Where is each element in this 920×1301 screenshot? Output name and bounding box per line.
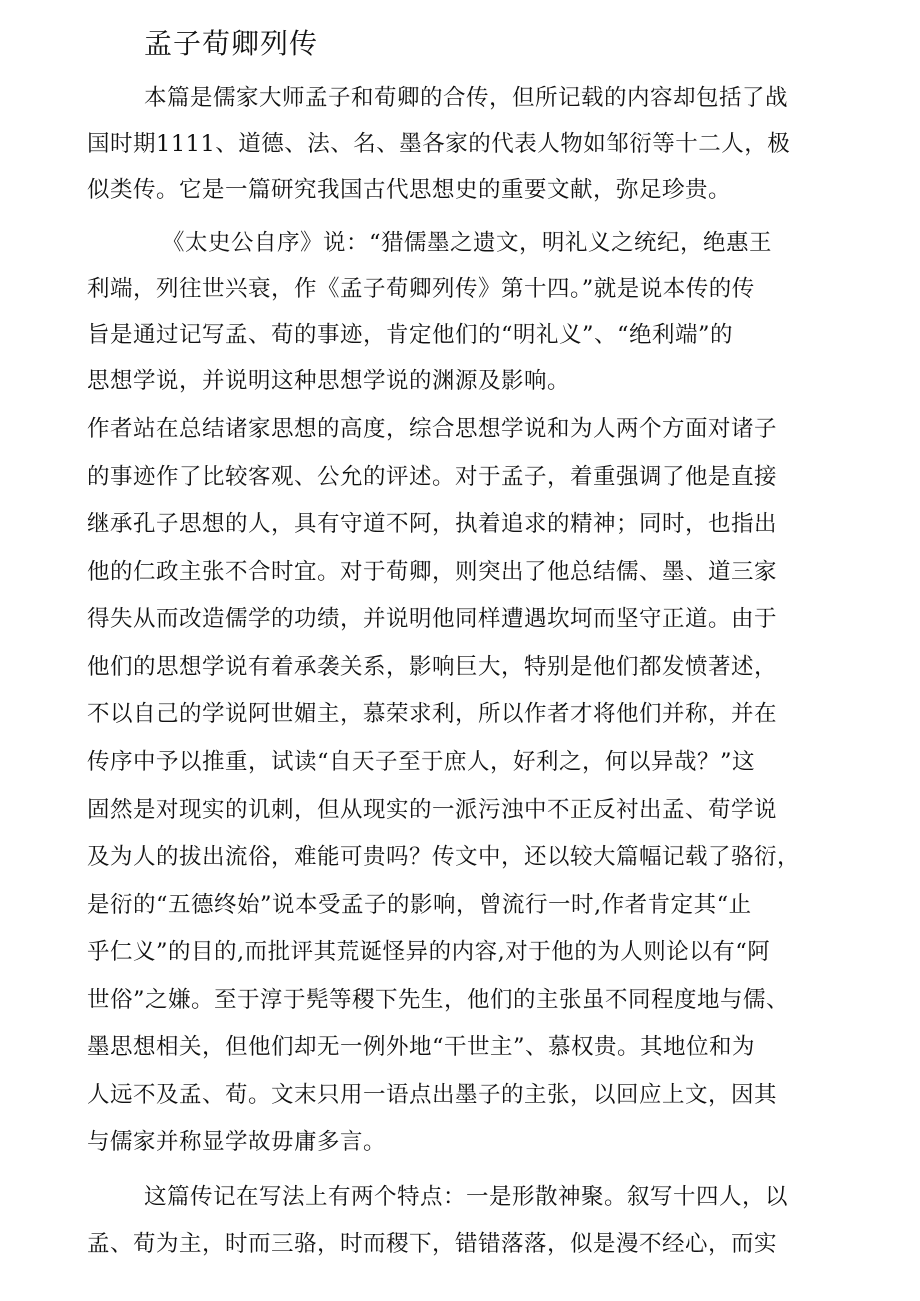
text-line: 本篇是儒家大师孟子和荀卿的合传，但所记载的内容却包括了战 (144, 85, 789, 111)
text-line: 国时期1111、道德、法、名、墨各家的代表人物如邹衍等十二人，极 (87, 131, 791, 157)
text-line: 得失从而改造儒学的功绩，并说明他同样遭遇坎坷而坚守正道。由于 (87, 606, 778, 632)
text-line: 《太史公自序》说：“猎儒墨之遗文，明礼义之统纪，绝惠王 (162, 230, 773, 256)
text-line: 乎仁义”的目的,而批评其荒诞怪异的内容,对于他的为人则论以有“阿 (87, 939, 771, 965)
text-line: 这篇传记在写法上有两个特点：一是形散神聚。叙写十四人，以 (144, 1184, 789, 1210)
text-line: 墨思想相关，但他们却无一例外地“干世主”、慕权贵。其地位和为 (87, 1034, 756, 1060)
text-line: 他们的思想学说有着承袭关系，影响巨大，特别是他们都发愤著述， (87, 654, 778, 680)
text-line: 人远不及孟、荀。文末只用一语点出墨子的主张，以回应上文，因其 (87, 1082, 778, 1108)
text-line: 孟、荀为主，时而三骆，时而稷下，错错落落，似是漫不经心，而实 (87, 1231, 778, 1257)
text-line: 是衍的“五德终始”说本受孟子的影响，曾流行一时,作者肯定其“止 (87, 892, 752, 918)
text-line: 世俗”之嫌。至于淳于髡等稷下先生，他们的主张虽不同程度地与儒、 (87, 987, 790, 1013)
text-line: 思想学说，并说明这种思想学说的渊源及影响。 (87, 368, 571, 394)
text-line: 及为人的拔出流俗，难能可贵吗？传文中，还以较大篇幅记载了骆衍， (87, 844, 801, 870)
text-line: 利端，列往世兴衰，作《孟子荀卿列传》第十四。”就是说本传的传 (87, 276, 755, 302)
text-line: 旨是通过记写孟、荀的事迹，肯定他们的“明礼义”、“绝利端”的 (87, 322, 734, 348)
text-line: 固然是对现实的讥刺，但从现实的一派污浊中不正反衬出孟、荀学说 (87, 797, 778, 823)
text-line: 他的仁政主张不合时宜。对于荀卿，则突出了他总结儒、墨、道三家 (87, 559, 778, 585)
text-line: 继承孔子思想的人，具有守道不阿，执着追求的精神；同时，也指出 (87, 511, 778, 537)
text-line: 与儒家并称显学故毋庸多言。 (87, 1129, 387, 1155)
page-title: 孟子荀卿列传 (144, 27, 319, 60)
text-line: 的事迹作了比较客观、公允的评述。对于孟子，着重强调了他是直接 (87, 464, 778, 490)
text-line: 不以自己的学说阿世媚主，慕荣求利，所以作者才将他们并称，并在 (87, 701, 778, 727)
text-line: 作者站在总结诸家思想的高度，综合思想学说和为人两个方面对诸子 (87, 416, 778, 442)
text-line: 传序中予以推重，试读“自天子至于庶人，好利之，何以异哉？”这 (87, 749, 756, 775)
text-line: 似类传。它是一篇研究我国古代思想史的重要文献，弥足珍贵。 (87, 177, 732, 203)
